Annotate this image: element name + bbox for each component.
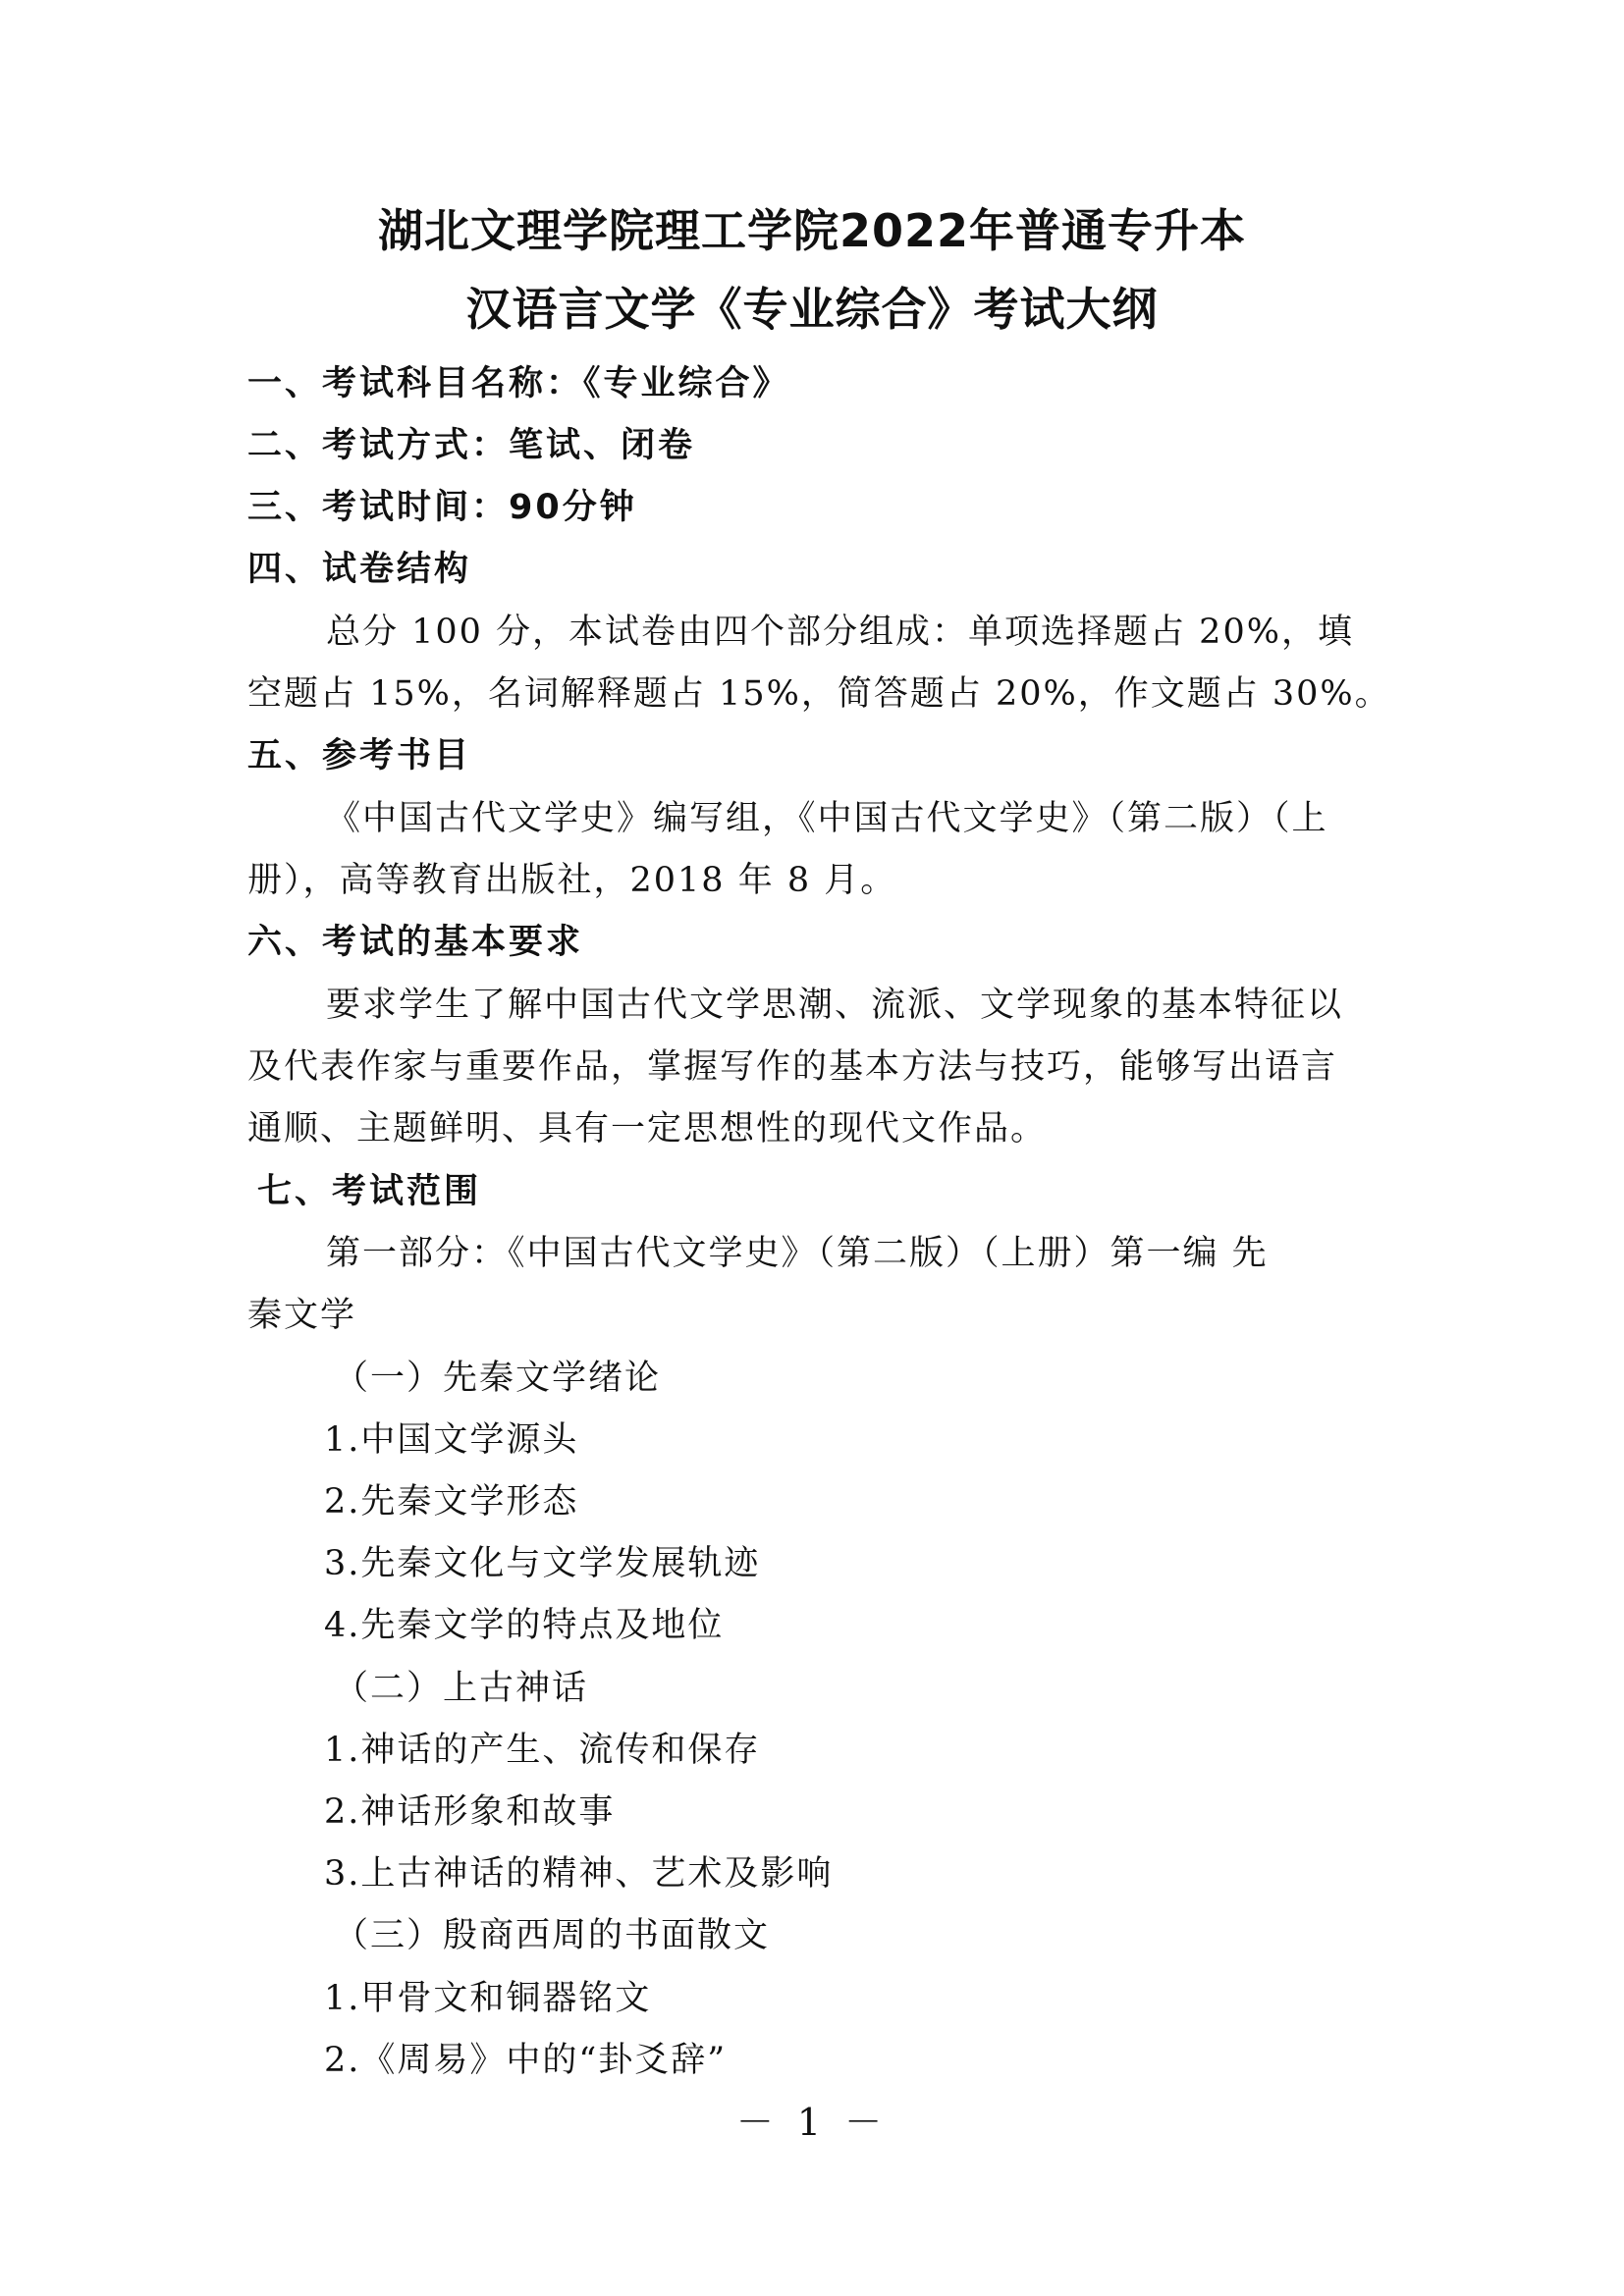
outline-item: 1.甲骨文和铜器铭文: [324, 1979, 652, 2018]
outline-item: 4.先秦文学的特点及地位: [324, 1606, 725, 1645]
paragraph-line: 要求学生了解中国古代文学思潮、流派、文学现象的基本特征以: [326, 986, 1344, 1025]
outline-chapter-heading: （一）先秦文学绪论: [334, 1359, 662, 1398]
section-heading-time: 三、考试时间：90分钟: [247, 488, 637, 527]
section-heading-requirements: 六、考试的基本要求: [247, 923, 584, 962]
paragraph-line: 秦文学: [247, 1296, 357, 1335]
paragraph-line: 第一部分：《中国古代文学史》（第二版）（上册）第一编 先: [326, 1234, 1269, 1273]
outline-chapter-heading: （二）上古神话: [334, 1669, 589, 1708]
section-heading-references: 五、参考书目: [247, 736, 472, 775]
section-heading-method: 二、考试方式：笔试、闭卷: [247, 426, 696, 465]
outline-item: 2.先秦文学形态: [324, 1482, 579, 1522]
paragraph-line: 册），高等教育出版社，2018 年 8 月。: [247, 861, 897, 900]
section-heading-scope: 七、考试范围: [257, 1172, 482, 1211]
outline-item: 3.上古神话的精神、艺术及影响: [324, 1854, 834, 1894]
page-number: － 1 －: [735, 2101, 889, 2144]
outline-item: 3.先秦文化与文学发展轨迹: [324, 1544, 761, 1583]
document-title-line1: 湖北文理学院理工学院2022年普通专升本: [377, 204, 1247, 257]
outline-item: 2.《周易》中的“卦爻辞”: [324, 2041, 728, 2080]
section-heading-structure: 四、试卷结构: [247, 550, 472, 589]
paragraph-line: 及代表作家与重要作品，掌握写作的基本方法与技巧，能够写出语言: [247, 1047, 1338, 1087]
paragraph-line: 《中国古代文学史》编写组，《中国古代文学史》（第二版）（上: [326, 799, 1328, 838]
outline-item: 1.神话的产生、流传和保存: [324, 1731, 761, 1770]
paragraph-line: 总分 100 分，本试卷由四个部分组成：单项选择题占 20%，填: [326, 613, 1354, 652]
outline-chapter-heading: （三）殷商西周的书面散文: [334, 1916, 771, 1955]
outline-item: 2.神话形象和故事: [324, 1792, 616, 1832]
paragraph-line: 通顺、主题鲜明、具有一定思想性的现代文作品。: [247, 1109, 1048, 1148]
document-title-line2: 汉语言文学《专业综合》考试大纲: [465, 283, 1159, 336]
section-heading-subject: 一、考试科目名称：《专业综合》: [247, 364, 790, 403]
outline-item: 1.中国文学源头: [324, 1420, 579, 1460]
paragraph-line: 空题占 15%，名词解释题占 15%，简答题占 20%，作文题占 30%。: [247, 674, 1391, 714]
